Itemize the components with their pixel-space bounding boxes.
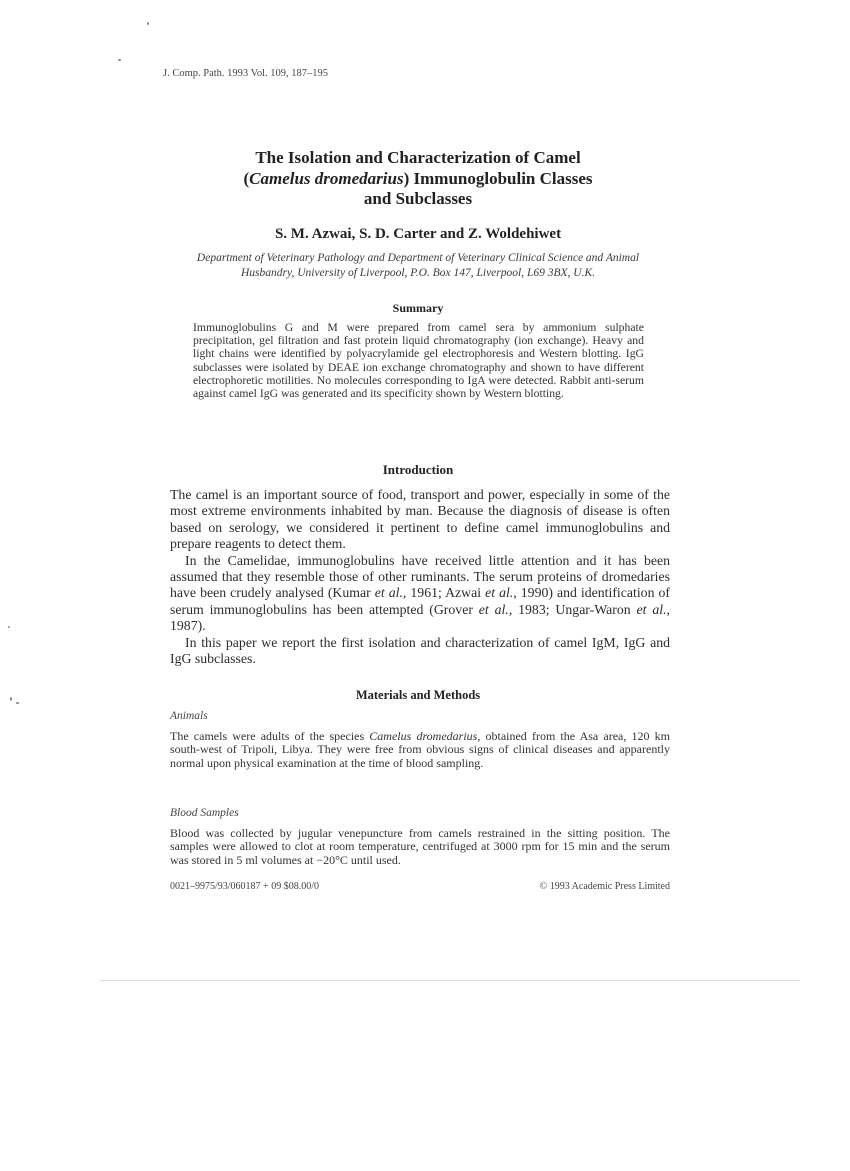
methods-heading: Materials and Methods — [355, 688, 481, 702]
intro-p2-text-d: , 1983; Ungar-Waron — [508, 601, 637, 617]
intro-paragraph-3: In this paper we report the first isolation and characterization of camel IgM, IgG and IgG subclasses. — [170, 634, 670, 667]
scan-speck — [16, 702, 19, 704]
scan-speck — [8, 626, 10, 628]
paper-title — [168, 148, 668, 210]
title-species: Camelus dromedarius — [249, 168, 404, 188]
scan-speck — [10, 697, 12, 701]
article-code: 0021–9975/93/060187 + 09 $08.00/0 — [170, 881, 319, 892]
title-line-3: and Subclasses — [363, 189, 473, 208]
intro-p2-text-c: , 1990) and identification of serum immunoglobulins has been attempted (Grover — [170, 585, 670, 617]
animals-text-a: The camels were adults of the species — [170, 729, 370, 743]
scan-speck — [118, 59, 121, 61]
intro-p2-text-b: , 1961; Azwai — [402, 585, 486, 601]
introduction-body — [170, 487, 670, 667]
species-name: Camelus dromedarius — [369, 729, 478, 743]
animals-text-b: , obtained from the Asa area, 120 km south-west of Tripoli, Libya. They were free from obvious signs of clinical diseases and apparently normal upon physical examination at the time of blood sampling. — [170, 729, 670, 770]
scan-speck — [147, 22, 149, 25]
title-paren: ( — [243, 168, 250, 188]
title-line-1: The Isolation and Characterization of Camel — [255, 148, 581, 167]
journal-citation: J. Comp. Path. 1993 Vol. 109, 187–195 — [163, 68, 329, 79]
et-al-1: et al. — [374, 585, 403, 601]
affiliation — [168, 251, 668, 281]
summary-heading: Summary — [392, 301, 444, 315]
scan-edge-line — [100, 980, 800, 981]
intro-paragraph-2 — [170, 553, 670, 635]
animals-paragraph — [170, 730, 670, 770]
animals-subheading: Animals — [170, 710, 208, 722]
intro-p2-text-a: In the Camelidae, immunoglobulins have received little attention and it has been assumed that they resemble those of other ruminants. The serum proteins of dromedaries have been crudely analysed (Kumar — [170, 552, 670, 601]
intro-paragraph-1: The camel is an important source of food, transport and power, especially in some of the most extreme environments inhabited by man. Because the diagnosis of disease is often based on serology, we considered it pertinent to define camel immunoglobulins and prepare reagents to detect them. — [170, 487, 670, 552]
title-line-2 — [168, 169, 668, 190]
affiliation-line-2: Husbandry, University of Liverpool, P.O. Box 147, Liverpool, L69 3BX, U.K. — [240, 267, 596, 279]
blood-samples-subheading: Blood Samples — [170, 807, 239, 819]
title-line-2-rest: ) Immunoglobulin Classes — [403, 168, 593, 188]
et-al-2: et al. — [485, 585, 514, 601]
summary-text: Immunoglobulins G and M were prepared from camel sera by ammonium sulphate precipitation, gel filtration and fast protein liquid chromatography (ion exchange). Heavy and light chains were identified by polyacrylamide gel electrophoresis and Western blotting. IgG subclasses were isolated by DEAE ion exchange chromatography and shown to have different electrophoretic motilities. No molecules corresponding to IgA were detected. Rabbit anti-serum against camel IgG was generated and its specificity shown by Western blotting. — [193, 321, 644, 401]
introduction-heading: Introduction — [382, 462, 454, 477]
intro-p2-text-e: , 1987). — [170, 601, 670, 634]
et-al-4: et al. — [636, 601, 667, 617]
et-al-3: et al. — [478, 601, 509, 617]
affiliation-line-1: Department of Veterinary Pathology and Department of Veterinary Clinical Science and Animal — [196, 252, 640, 264]
copyright-notice: © 1993 Academic Press Limited — [539, 881, 670, 892]
author-list: S. M. Azwai, S. D. Carter and Z. Woldehiwet — [274, 226, 562, 242]
blood-samples-paragraph: Blood was collected by jugular venepuncture from camels restrained in the sitting position. The samples were allowed to clot at room temperature, centrifuged at 3000 rpm for 15 min and the serum was stored in 5 ml volumes at −20°C until used. — [170, 826, 670, 867]
